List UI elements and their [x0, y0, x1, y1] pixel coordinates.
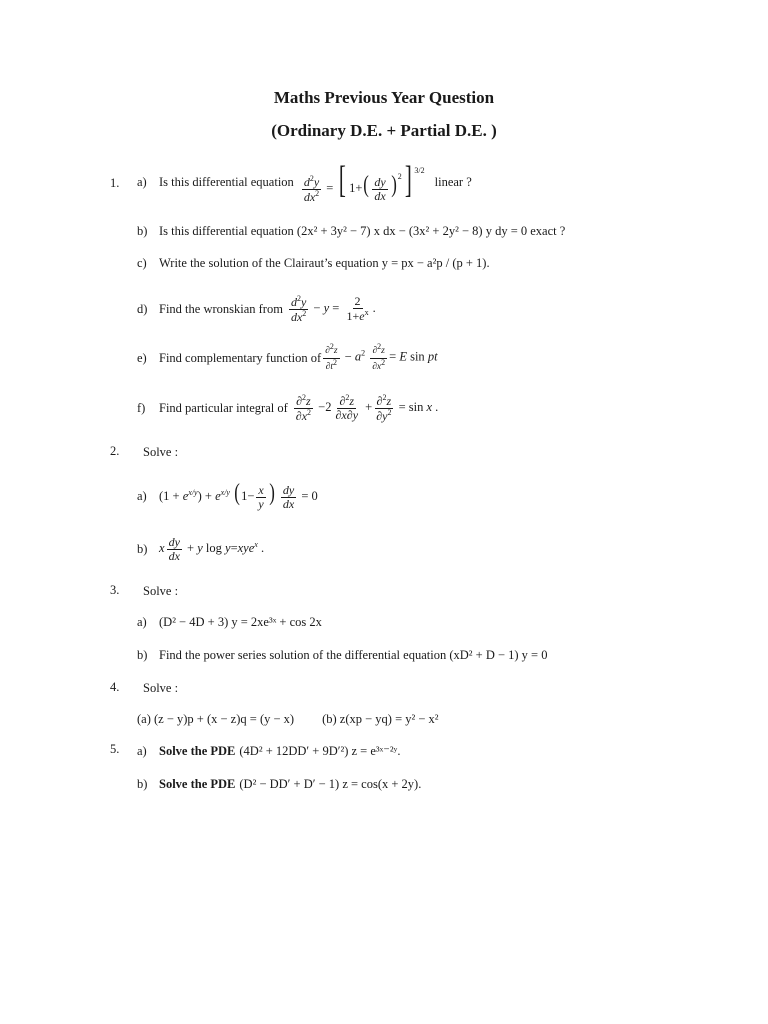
- q4b-text: (b) z(xp − yq) = y² − x²: [322, 711, 439, 726]
- q1e-label: e): [137, 350, 147, 365]
- q2a-row: [137, 476, 318, 516]
- q1f-row: [137, 388, 438, 428]
- q5a-label: a): [137, 743, 147, 758]
- q1e-text: Find complementary function of: [159, 350, 322, 365]
- q1f-equation: $\frac{\partial^2z}{\partial x^2}$ −2 $\frac{\partial^2z}{\partial x\partial y}$ + $\frac{\partial^2z}{\partial y^2}$ = sin x .: [295, 392, 439, 423]
- page-subtitle: (Ordinary D.E. + Partial D.E. ): [271, 121, 497, 140]
- q2-head: Solve :: [143, 444, 179, 459]
- q3b-text: Find the power series solution of the differential equation (xD² + D − 1) y = 0: [159, 647, 548, 662]
- q1b-text: Is this differential equation (2x² + 3y² − 7) x dx − (3x² + 2y² − 8) y dy = 0 exact ?: [159, 223, 566, 238]
- q4-head: Solve :: [143, 680, 179, 695]
- q5b-label: b): [137, 776, 148, 791]
- q1e-equation: $\frac{\partial^2z}{\partial t^2}$ − $a^2$ $\frac{\partial^2z}{\partial x^2}$ = E sin pt: [325, 342, 438, 372]
- q1b-label: b): [137, 223, 148, 238]
- question-number-1: 1.: [110, 176, 120, 190]
- q1d-label: d): [137, 301, 148, 316]
- q3a-label: a): [137, 614, 147, 629]
- q1e-row: [137, 344, 438, 372]
- question-number-2: 2.: [110, 444, 120, 458]
- q5a-equation: (4D² + 12DD′ + 9D′²) z = e³ˣ⁻²ʸ.: [239, 744, 401, 758]
- q5b-equation: (D² − DD′ + D′ − 1) z = cos(x + 2y).: [239, 776, 422, 791]
- q2b-row: [137, 530, 264, 568]
- q1d-row: [137, 288, 376, 330]
- q4a-text: (a) (z − y)p + (x − z)q = (y − x): [137, 711, 295, 726]
- q2b-equation: x $\frac{dy}{dx}$ + y log y=xye$^x$ .: [159, 534, 265, 563]
- q5b-row: [137, 775, 421, 793]
- q1c-text: Write the solution of the Clairaut’s equation y = px − a²p / (p + 1).: [159, 255, 490, 270]
- q3b-label: b): [137, 647, 148, 662]
- q2a-label: a): [137, 488, 147, 503]
- q5a-bold: Solve the PDE: [159, 743, 236, 758]
- q1d-text: Find the wronskian from: [159, 301, 283, 316]
- q1f-label: f): [137, 400, 146, 415]
- question-number-4: 4.: [110, 680, 120, 694]
- q1c-row: [137, 254, 490, 272]
- question-number-5: 5.: [110, 742, 120, 756]
- question-number-3: 3.: [110, 583, 120, 597]
- q2a-equation: $(1 + e^{x/y}) + e^{x/y}$ (1− $\frac{x}{y}$ ) $\frac{dy}{dx}$ = 0: [159, 480, 318, 512]
- q2b-label: b): [137, 541, 148, 556]
- q3a-text: (D² − 4D + 3) y = 2xe³ˣ + cos 2x: [159, 614, 322, 629]
- q1a-text: Is this differential equation: [159, 174, 294, 189]
- q1a-label: a): [137, 174, 147, 189]
- q1c-label: c): [137, 255, 147, 270]
- q1a-equation: $\frac{d^2y}{dx^2}$ = [ 1+( $\frac{dy}{dx}$ )$^2$] $^{3/2}$: [303, 158, 425, 204]
- q3-head: Solve :: [143, 583, 179, 598]
- q3b-row: [137, 646, 547, 664]
- q4-row: [137, 710, 439, 728]
- q3a-row: [137, 613, 322, 631]
- q1a-row: [137, 158, 472, 206]
- page-title: Maths Previous Year Question: [273, 88, 495, 107]
- q1f-text: Find particular integral of: [159, 400, 288, 415]
- q5a-row: [137, 742, 400, 760]
- q5b-bold: Solve the PDE: [159, 776, 236, 791]
- q1d-equation: $\frac{d^2y}{dx^2}$ − y = $\frac{2}{1+e^x}$ .: [290, 293, 376, 324]
- q1b-row: [137, 222, 565, 240]
- q1a-end: linear ?: [434, 174, 472, 189]
